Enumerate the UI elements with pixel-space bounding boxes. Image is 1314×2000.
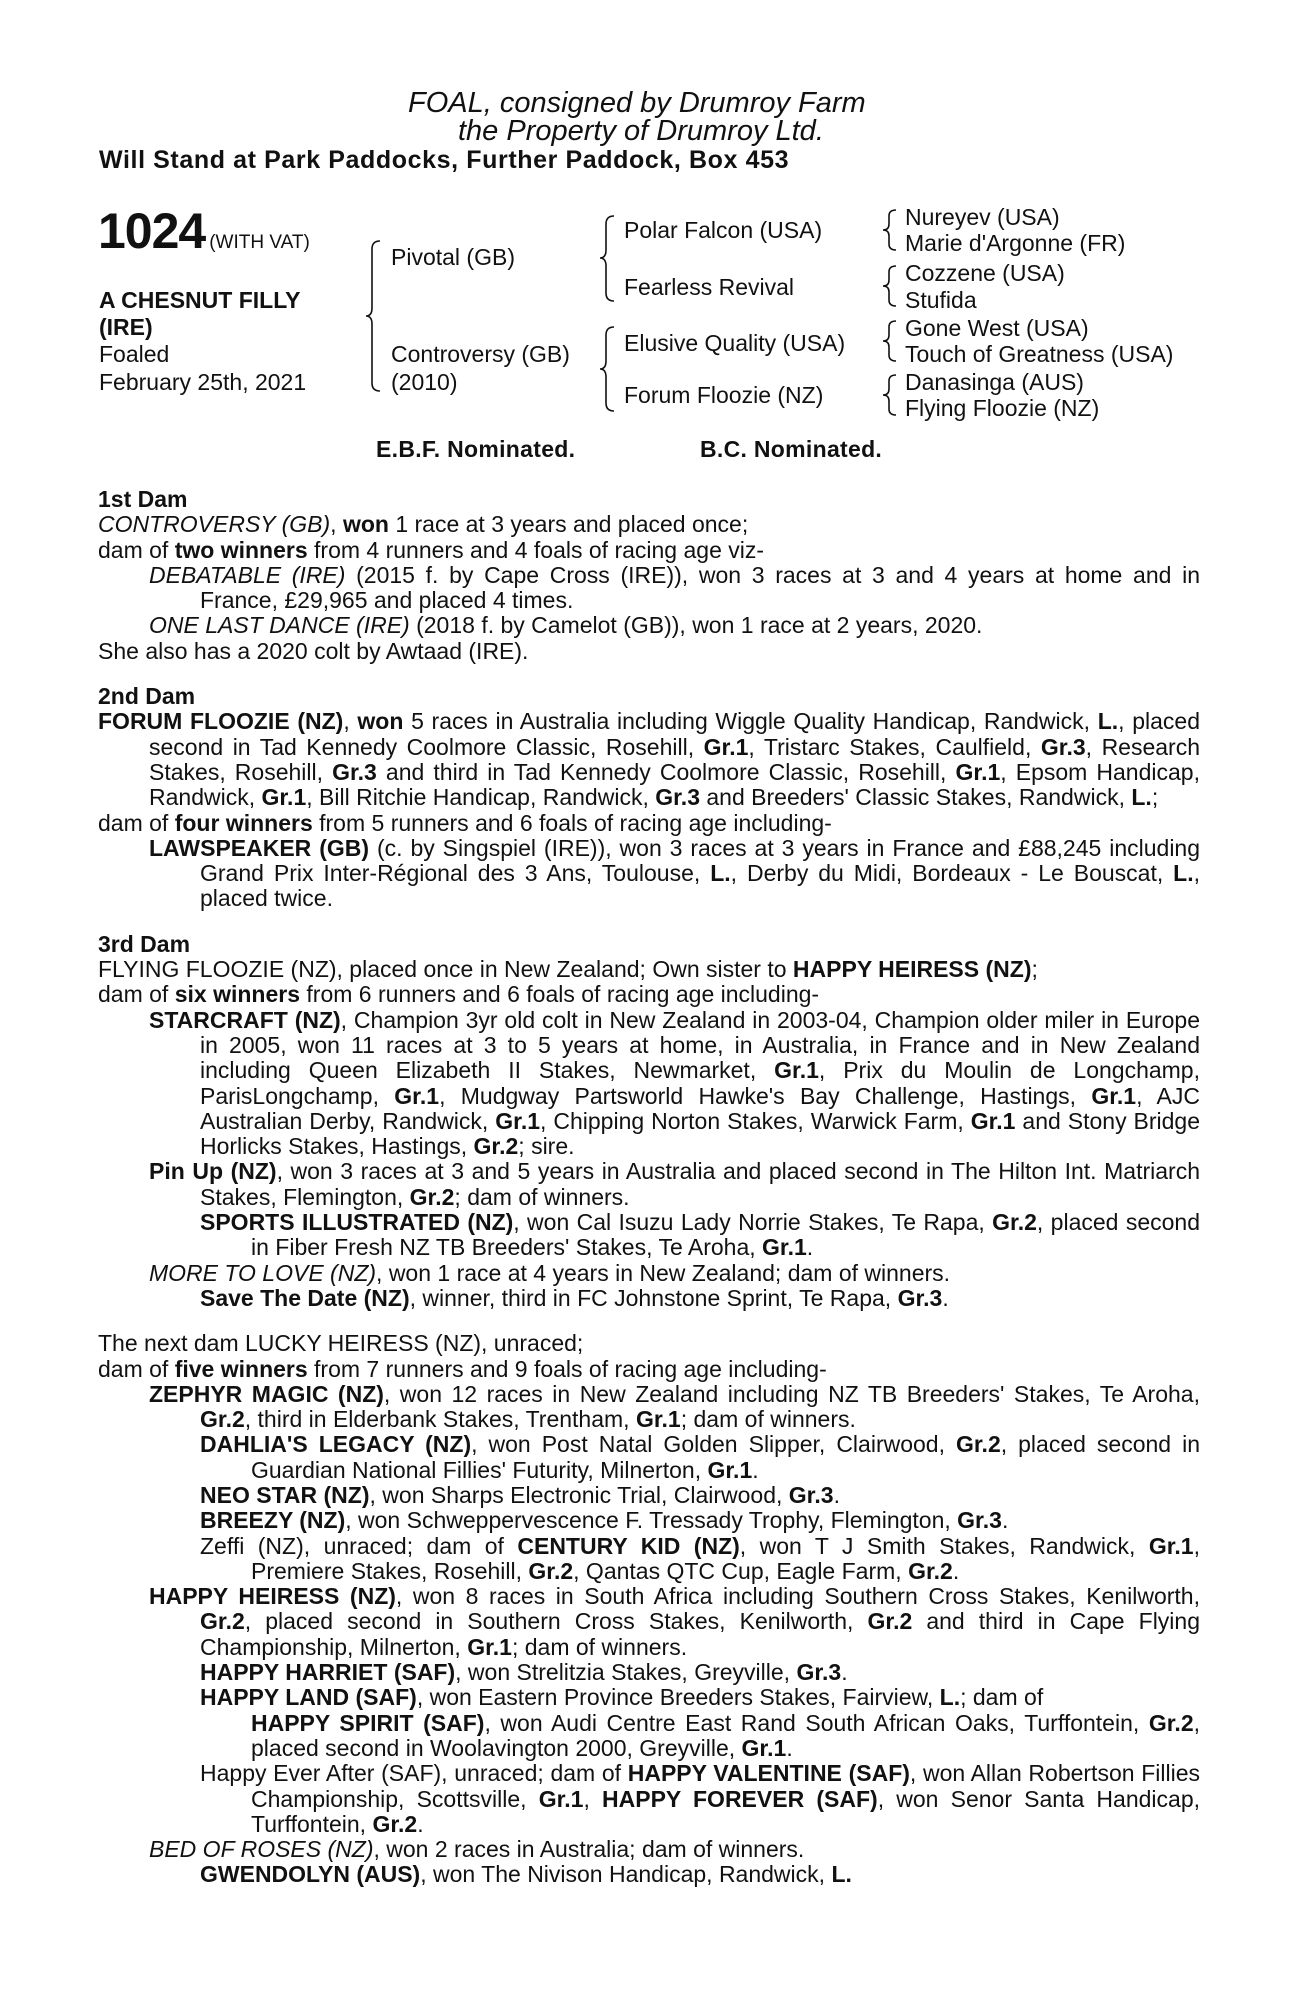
bold-text: STARCRAFT (NZ) — [149, 1006, 341, 1033]
bc-nomination: B.C. Nominated. — [700, 436, 883, 462]
text: 1 race at 3 years and placed once; — [388, 511, 749, 538]
text: , Research Stakes, Rosehill, — [149, 733, 1201, 785]
bold-text: Gr.1 — [495, 1107, 541, 1134]
text: , winner, third in FC Johnstone Sprint, Te Rapa, — [409, 1284, 898, 1311]
text: She also has a 2020 colt by Awtaad (IRE). — [98, 637, 529, 664]
bold-text: HAPPY HEIRESS (NZ) — [792, 956, 1032, 983]
bracket-sire-parents — [600, 216, 614, 301]
produce-entry — [98, 1261, 1200, 1286]
bold-text: LAWSPEAKER (GB) — [149, 834, 370, 861]
produce-entry — [98, 1331, 1200, 1356]
text: from 7 runners and 9 foals of racing age including- — [307, 1355, 827, 1382]
pedigree-gen4-2: Marie d'Argonne (FR) — [905, 230, 1126, 256]
bracket-gen4-3 — [883, 321, 896, 361]
bold-text: Gr.1 — [762, 1234, 807, 1261]
produce-entry — [98, 1660, 1200, 1685]
bold-text: Gr.1 — [1148, 1532, 1194, 1559]
section-heading: 3rd Dam — [98, 930, 191, 957]
text: ; dam of winners. — [680, 1406, 856, 1433]
text: , won The Nivison Handicap, Randwick, — [420, 1861, 832, 1888]
text: , won 12 races in New Zealand including NZ TB Breeders' Stakes, Te Aroha, — [383, 1380, 1200, 1407]
bold-text: Gr.2 — [1148, 1709, 1194, 1736]
produce-entry — [98, 1382, 1200, 1433]
text: ; — [1151, 784, 1159, 811]
text: , won Strelitzia Stakes, Greyville, — [455, 1659, 797, 1686]
bold-text: Gr.2 — [992, 1209, 1037, 1236]
bold-text: won — [342, 511, 389, 538]
produce-entry — [98, 613, 1200, 638]
foaled-label: Foaled — [99, 341, 170, 367]
text: and Breeders' Classic Stakes, Randwick, — [700, 784, 1132, 811]
bold-text: Gr.1 — [707, 1456, 753, 1483]
text: . — [417, 1810, 424, 1837]
bold-text: Save The Date (NZ) — [200, 1284, 410, 1311]
bold-text: Gr.1 — [774, 1057, 819, 1084]
text: . — [841, 1659, 848, 1686]
bold-text: GWENDOLYN (AUS) — [200, 1861, 421, 1888]
bold-text: two winners — [174, 536, 308, 563]
text: and Stony Bridge Horlicks Stakes, Hastings, — [200, 1107, 1201, 1160]
bold-text: Gr.3 — [1040, 733, 1086, 760]
text: , placed second in Woolavington 2000, Greyville, — [251, 1709, 1201, 1761]
property-line: the Property of Drumroy Ltd. — [458, 115, 824, 147]
text: . — [952, 1557, 960, 1584]
bold-text: won — [357, 708, 404, 735]
pedigree-gen4-7: Danasinga (AUS) — [905, 369, 1084, 395]
bold-text: Gr.1 — [703, 733, 749, 760]
text: , Bill Ritchie Handicap, Randwick, — [306, 784, 656, 811]
text: ; — [1031, 956, 1038, 983]
text: , third in Elderbank Stakes, Trentham, — [244, 1406, 636, 1433]
text: from 4 runners and 4 foals of racing age viz- — [307, 536, 765, 563]
text: . — [942, 1284, 949, 1311]
italic-text: DEBATABLE (IRE) — [149, 561, 346, 588]
foaled-date: February 25th, 2021 — [99, 369, 307, 395]
produce-entry — [98, 1008, 1200, 1160]
produce-entry — [98, 1432, 1200, 1483]
italic-text: MORE TO LOVE (NZ) — [149, 1259, 377, 1286]
third-dam-section — [98, 932, 1200, 1311]
text: , Champion 3yr old colt in New Zealand in 2003-04, Champion older miler in Europe in 2005, won 11 races at 3 to 5 years at home, in Australia, in France and in New Zealand including Queen Elizabeth II Stakes, Newmarket, — [200, 1006, 1200, 1084]
bold-text: Gr.3 — [796, 1659, 842, 1686]
produce-record — [98, 487, 1200, 1888]
text: The next dam LUCKY HEIRESS (NZ), unraced; — [98, 1330, 584, 1357]
bold-text: Gr.2 — [908, 1557, 953, 1584]
bold-text: Gr.1 — [955, 758, 1001, 785]
text: 5 races in Australia including Wiggle Quality Handicap, Randwick, — [403, 708, 1098, 735]
text: . — [786, 1734, 793, 1761]
bold-text: L. — [1173, 860, 1194, 887]
bold-text: BREEZY (NZ) — [200, 1507, 346, 1534]
fourth-dam-section — [98, 1331, 1200, 1888]
produce-entry — [98, 811, 1200, 836]
produce-entry — [98, 709, 1200, 810]
section-heading: 2nd Dam — [98, 683, 196, 710]
text: , won T J Smith Stakes, Randwick, — [739, 1532, 1149, 1559]
text: , won Allan Robertson Fillies Championship, Scottsville, — [251, 1760, 1200, 1812]
text: , AJC Australian Derby, Randwick, — [200, 1082, 1200, 1134]
bold-text: five winners — [174, 1355, 308, 1382]
produce-entry — [98, 1711, 1200, 1762]
bold-text: HAPPY FOREVER (SAF) — [602, 1785, 878, 1812]
text: ; dam of winners. — [511, 1633, 688, 1660]
bold-text: ZEPHYR MAGIC (NZ) — [149, 1380, 384, 1407]
bold-text: six winners — [174, 981, 300, 1008]
text: , placed second in Fiber Fresh NZ TB Breeders' Stakes, Te Aroha, — [251, 1209, 1200, 1261]
text: , Epsom Handicap, Randwick, — [149, 758, 1200, 811]
bold-text: SPORTS ILLUSTRATED (NZ) — [200, 1209, 514, 1236]
text: , won 2 races in Australia; dam of winners. — [373, 1836, 805, 1863]
pedigree-gen4-5: Gone West (USA) — [905, 315, 1089, 341]
bracket-sire-dam — [366, 241, 380, 391]
bold-text: Gr.1 — [970, 1107, 1016, 1134]
bold-text: Gr.3 — [332, 758, 377, 785]
text: , Chipping Norton Stakes, Warwick Farm, — [540, 1107, 971, 1134]
text: , won Audi Centre East Rand South African Oaks, Turffontein, — [484, 1709, 1149, 1736]
produce-entry — [98, 1159, 1200, 1210]
produce-entry — [98, 982, 1200, 1007]
pedigree-gen4-1: Nureyev (USA) — [905, 204, 1060, 230]
text: , won Sharps Electronic Trial, Clairwood, — [369, 1481, 789, 1508]
text: , Mudgway Partsworld Hawke's Bay Challenge, Hastings, — [439, 1082, 1092, 1109]
produce-entry — [98, 512, 1200, 537]
text: ; dam of — [960, 1684, 1044, 1711]
bold-text: four winners — [174, 809, 313, 836]
pedigree-dam-year: (2010) — [391, 369, 458, 395]
text: dam of — [98, 809, 175, 836]
text: , placed second in Southern Cross Stakes, Kenilworth, — [244, 1608, 868, 1635]
text: dam of — [98, 1355, 175, 1382]
bracket-gen4-2 — [883, 266, 896, 306]
text: , Premiere Stakes, Rosehill, — [251, 1532, 1200, 1584]
text: . — [752, 1456, 759, 1483]
bold-text: Gr.2 — [200, 1608, 245, 1635]
bold-text: Gr.3 — [788, 1481, 834, 1508]
italic-text: CONTROVERSY (GB) — [98, 511, 331, 538]
bold-text: Gr.3 — [957, 1507, 1002, 1534]
produce-entry — [98, 1584, 1200, 1660]
text: . — [806, 1234, 814, 1261]
bold-text: L. — [1131, 784, 1152, 811]
bold-text: Gr.1 — [261, 784, 307, 811]
pedigree-sire-sire: Polar Falcon (USA) — [624, 217, 823, 243]
ebf-nomination: E.B.F. Nominated. — [376, 436, 576, 462]
second-dam-section — [98, 684, 1200, 912]
produce-entry — [98, 1357, 1200, 1382]
bold-text: NEO STAR (NZ) — [200, 1481, 370, 1508]
pedigree-gen4-8: Flying Floozie (NZ) — [905, 395, 1100, 421]
text: , Derby du Midi, Bordeaux - Le Bouscat, — [730, 860, 1174, 887]
bold-text: HAPPY HEIRESS (NZ) — [149, 1583, 396, 1610]
first-dam-section — [98, 487, 1200, 664]
text: , Prix du Moulin de Longchamp, ParisLongchamp, — [200, 1057, 1200, 1109]
bold-text: L. — [710, 860, 731, 887]
text: , — [330, 511, 343, 538]
vat-note: (WITH VAT) — [209, 232, 310, 253]
produce-entry — [98, 1483, 1200, 1508]
text: . — [1001, 1507, 1009, 1534]
produce-entry — [98, 1685, 1200, 1710]
bold-text: Pin Up (NZ) — [149, 1158, 277, 1185]
text: , — [343, 708, 358, 735]
bracket-gen4-4 — [883, 375, 896, 415]
italic-text: ONE LAST DANCE (IRE) — [149, 612, 410, 639]
text: ; sire. — [518, 1133, 575, 1160]
produce-entry — [98, 1286, 1200, 1311]
pedigree-sire-dam: Fearless Revival — [624, 274, 794, 300]
bracket-gen4-1 — [883, 210, 896, 250]
bold-text: CENTURY KID (NZ) — [517, 1532, 740, 1559]
text: dam of — [98, 536, 175, 563]
text: from 6 runners and 6 foals of racing age including- — [300, 981, 820, 1008]
text: , won Schweppervescence F. Tressady Trophy, Flemington, — [345, 1507, 958, 1534]
text: , Qantas QTC Cup, Eagle Farm, — [573, 1557, 909, 1584]
bold-text: Gr.1 — [538, 1785, 584, 1812]
lot-country: (IRE) — [99, 314, 153, 340]
text: and third in Cape Flying Championship, Milnerton, — [200, 1608, 1200, 1660]
text: (2015 f. by Cape Cross (IRE)), won 3 races at 3 and 4 years at home and in France, £29,965 and placed 4 times. — [200, 561, 1200, 614]
pedigree-sire: Pivotal (GB) — [391, 244, 515, 270]
lot-number: 1024 — [98, 203, 206, 259]
bold-text: L. — [939, 1684, 961, 1711]
text: FLYING FLOOZIE (NZ), placed once in New Zealand; Own sister to — [98, 956, 793, 983]
pedigree-gen4-3: Cozzene (USA) — [905, 260, 1065, 286]
text: , placed second in Tad Kennedy Coolmore Classic, Rosehill, — [149, 708, 1201, 760]
text: , won Cal Isuzu Lady Norrie Stakes, Te Rapa, — [513, 1209, 993, 1236]
bold-text: Gr.3 — [897, 1284, 943, 1311]
lot-number-block — [98, 205, 310, 269]
produce-entry — [98, 563, 1200, 614]
text: ; dam of winners. — [454, 1183, 630, 1210]
bold-text: Gr.1 — [1091, 1082, 1137, 1109]
produce-entry — [98, 538, 1200, 563]
bracket-dam-parents — [600, 327, 614, 411]
bold-text: Gr.1 — [635, 1406, 681, 1433]
bold-text: Gr.2 — [372, 1810, 418, 1837]
bold-text: HAPPY SPIRIT (SAF) — [251, 1709, 485, 1736]
bold-text: DAHLIA'S LEGACY (NZ) — [200, 1431, 472, 1458]
text: , won Eastern Province Breeders Stakes, Fairview, — [416, 1684, 940, 1711]
text: , — [583, 1785, 603, 1812]
bold-text: HAPPY HARRIET (SAF) — [200, 1659, 456, 1686]
text: , won Post Natal Golden Slipper, Clairwood, — [471, 1431, 956, 1458]
produce-entry — [98, 1508, 1200, 1533]
bold-text: Gr.1 — [394, 1082, 440, 1109]
produce-entry — [98, 1761, 1200, 1837]
text: , won 1 race at 4 years in New Zealand; dam of winners. — [376, 1259, 951, 1286]
text: Happy Ever After (SAF), unraced; dam of — [200, 1760, 628, 1787]
produce-entry — [98, 836, 1200, 912]
text: dam of — [98, 981, 175, 1008]
bold-text: Gr.1 — [467, 1633, 512, 1660]
bold-text: FORUM FLOOZIE (NZ) — [98, 708, 344, 735]
produce-entry — [98, 1837, 1200, 1862]
lot-description: A CHESNUT FILLY — [99, 287, 301, 313]
bold-text: Gr.2 — [867, 1608, 913, 1635]
text: , placed twice. — [200, 860, 1201, 912]
pedigree-gen4-4: Stufida — [905, 287, 977, 313]
section-heading: 1st Dam — [98, 486, 188, 512]
text: . — [833, 1481, 840, 1508]
bold-text: Gr.2 — [200, 1406, 245, 1433]
bold-text: Gr.3 — [655, 784, 700, 811]
text: (2018 f. by Camelot (GB)), won 1 race at 2 years, 2020. — [409, 612, 983, 639]
italic-text: BED OF ROSES (NZ) — [149, 1836, 374, 1863]
text: , Tristarc Stakes, Caulfield, — [748, 733, 1041, 760]
text: from 5 runners and 6 foals of racing age including- — [312, 809, 832, 836]
bold-text: Gr.2 — [528, 1557, 574, 1584]
pedigree-dam-dam: Forum Floozie (NZ) — [624, 382, 824, 408]
text: Zeffi (NZ), unraced; dam of — [200, 1532, 518, 1559]
produce-entry — [98, 1210, 1200, 1261]
text: , won 3 races at 3 and 5 years in Australia and placed second in The Hilton Int. Matriarch Stakes, Flemington, — [200, 1158, 1200, 1210]
pedigree-dam-sire: Elusive Quality (USA) — [624, 330, 846, 356]
bold-text: Gr.2 — [955, 1431, 1001, 1458]
produce-entry — [98, 957, 1200, 982]
bold-text: L. — [831, 1861, 852, 1888]
pedigree-dam: Controversy (GB) — [391, 341, 570, 367]
bold-text: Gr.1 — [741, 1734, 787, 1761]
produce-entry — [98, 1534, 1200, 1585]
produce-entry — [98, 1862, 1200, 1887]
pedigree-gen4-6: Touch of Greatness (USA) — [905, 341, 1174, 367]
bold-text: Gr.2 — [409, 1183, 455, 1210]
bold-text: HAPPY LAND (SAF) — [200, 1684, 417, 1711]
stand-location: Will Stand at Park Paddocks, Further Paddock, Box 453 — [99, 146, 790, 174]
bold-text: Gr.2 — [473, 1133, 519, 1160]
bold-text: HAPPY VALENTINE (SAF) — [627, 1760, 910, 1787]
text: , won Senor Santa Handicap, Turffontein, — [251, 1785, 1200, 1837]
text: , won 8 races in South Africa including Southern Cross Stakes, Kenilworth, — [395, 1583, 1200, 1610]
consignor-line: FOAL, consigned by Drumroy Farm — [408, 87, 866, 119]
produce-entry — [98, 639, 1200, 664]
text: (c. by Singspiel (IRE)), won 3 races at 3 years in France and £88,245 including Grand Prix Inter-Régional des 3 Ans, Toulouse, — [200, 834, 1201, 887]
bold-text: L. — [1097, 708, 1119, 735]
text: , placed second in Guardian National Fillies' Futurity, Milnerton, — [251, 1431, 1200, 1483]
text: and third in Tad Kennedy Coolmore Classic, Rosehill, — [376, 758, 956, 785]
